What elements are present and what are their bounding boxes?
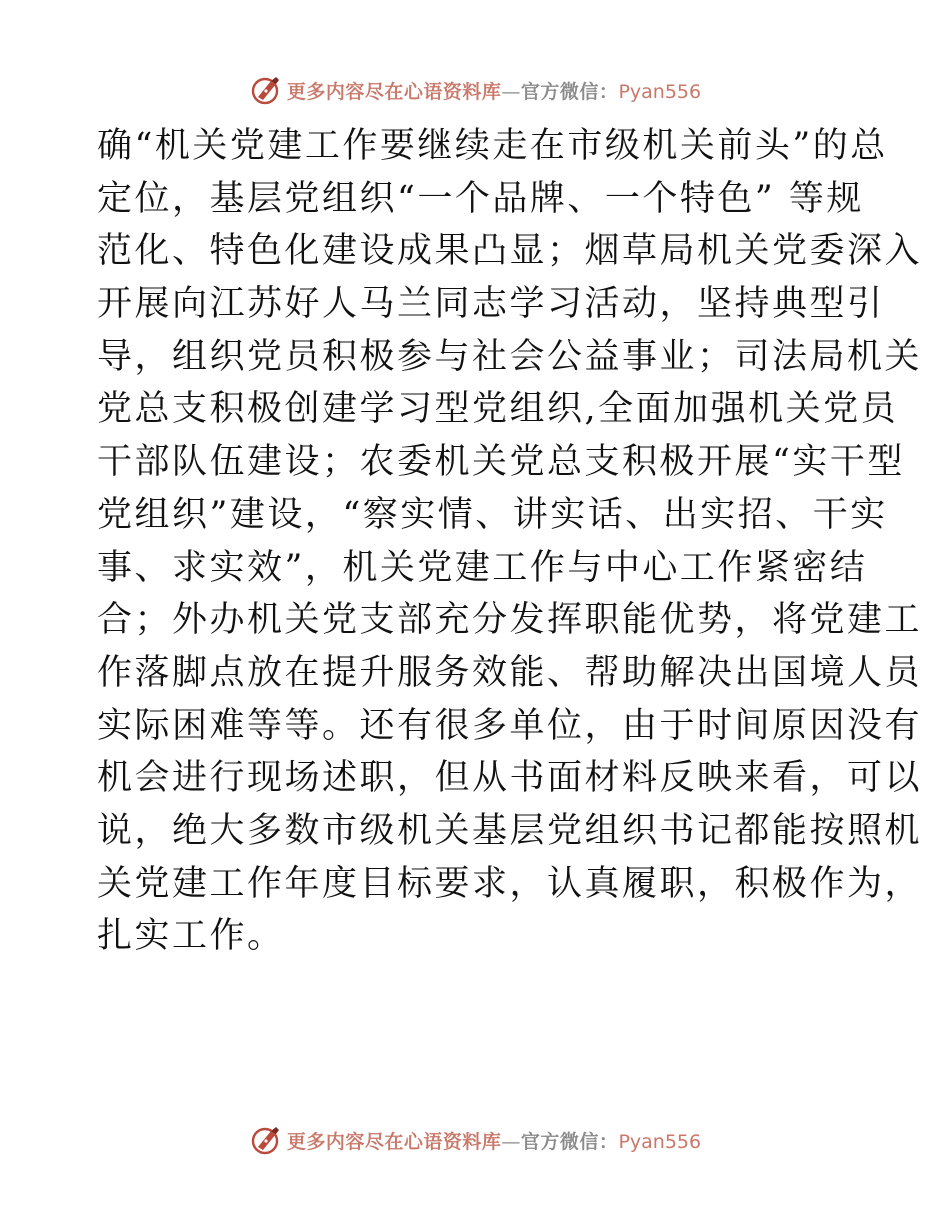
text-line: 说，绝大多数市级机关基层党组织书记都能按照机 [97, 810, 923, 851]
text-line: 范化、特色化建设成果凸显；烟草局机关党委深入 [97, 231, 923, 272]
banner-main-text: 更多内容尽在心语资料库 [286, 80, 502, 103]
text-line: 机会进行现场述职，但从书面材料反映来看，可以 [97, 758, 923, 799]
text-line: 定位，基层党组织“一个品牌、一个特色” 等规 [97, 178, 864, 219]
banner-dash: — [501, 1130, 521, 1153]
banner-wechat-id: Pyan556 [618, 1130, 702, 1153]
text-line: 合；外办机关党支部充分发挥职能优势，将党建工 [97, 600, 923, 641]
banner-dash: — [501, 80, 521, 103]
text-line: 导，组织党员积极参与社会公益事业；司法局机关 [97, 336, 923, 377]
text-line: 开展向江苏好人马兰同志学习活动，坚持典型引 [97, 284, 885, 325]
text-line: 作落脚点放在提升服务效能、帮助解决出国境人员 [97, 652, 923, 693]
document-body [97, 120, 923, 963]
pen-nib-logo-icon [249, 1123, 283, 1157]
banner-wechat-id: Pyan556 [618, 80, 702, 103]
pen-nib-logo-icon [249, 73, 283, 107]
text-line: 关党建工作年度目标要求，认真履职，积极作为， [97, 863, 923, 904]
text-line: 干部队伍建设；农委机关党总支积极开展“实干型 [97, 442, 905, 483]
banner-wechat-label: 官方微信： [520, 80, 619, 103]
footer-banner [0, 1120, 950, 1160]
text-line: 党组织”建设，“察实情、讲实话、出实招、干实 [97, 494, 888, 535]
header-banner [0, 70, 950, 110]
text-line: 党总支积极创建学习型党组织,全面加强机关党员 [97, 389, 899, 430]
text-line: 扎实工作。 [97, 916, 285, 957]
text-line: 确“机关党建工作要继续走在市级机关前头”的总 [97, 126, 888, 166]
text-line: 事、求实效”，机关党建工作与中心工作紧密结 [97, 547, 868, 588]
banner-wechat-label: 官方微信： [520, 1130, 619, 1153]
text-line: 实际困难等等。还有很多单位，由于时间原因没有 [97, 705, 923, 746]
banner-main-text: 更多内容尽在心语资料库 [286, 1130, 502, 1153]
